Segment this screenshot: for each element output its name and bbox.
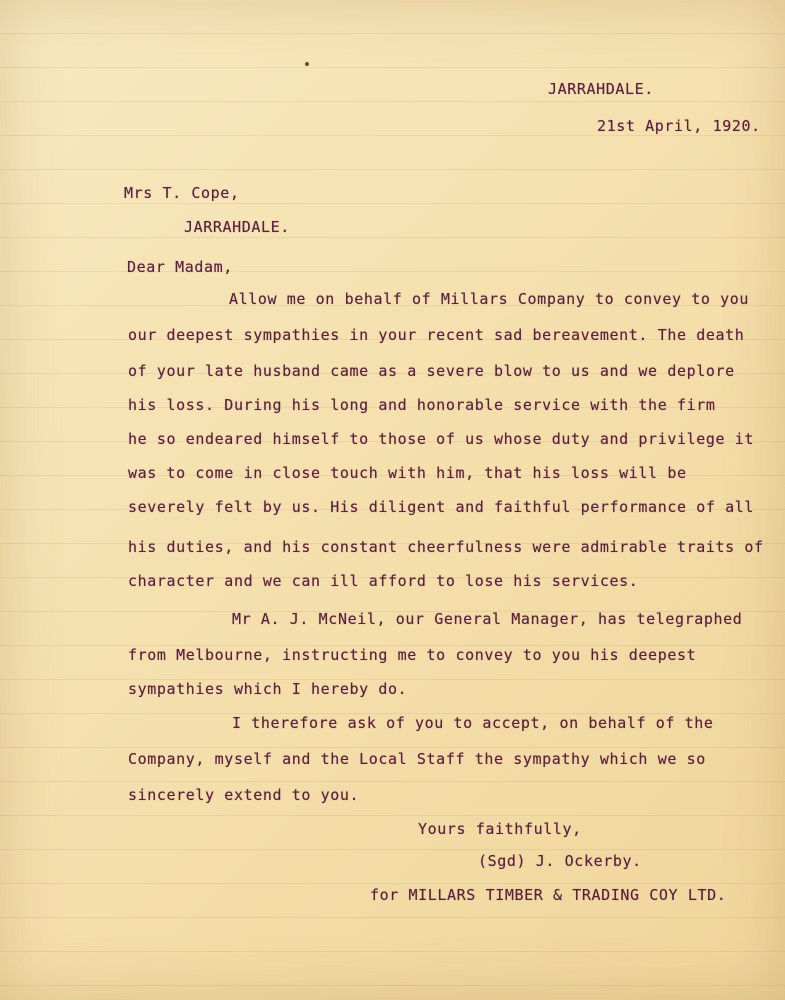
body-line: sincerely extend to you. — [128, 786, 360, 804]
body-line: from Melbourne, instructing me to convey to you his deepest — [128, 646, 697, 664]
body-line: sympathies which I hereby do. — [128, 680, 408, 698]
body-line: Mr A. J. McNeil, our General Manager, has telegraphed — [232, 610, 743, 628]
letter-date: 21st April, 1920. — [597, 117, 761, 135]
body-line: Allow me on behalf of Millars Company to convey to you — [229, 290, 750, 308]
body-line: of your late husband came as a severe blow to us and we deplore — [128, 362, 735, 380]
body-line: character and we can ill afford to lose his services. — [128, 572, 639, 590]
body-line: his loss. During his long and honorable service with the firm — [128, 396, 716, 414]
body-line: our deepest sympathies in your recent sad bereavement. The death — [128, 326, 745, 344]
body-line: Company, myself and the Local Staff the sympathy which we so — [128, 750, 706, 768]
salutation: Dear Madam, — [127, 258, 233, 276]
body-line: he so endeared himself to those of us whose duty and privilege it — [128, 430, 754, 448]
paper-speck — [305, 62, 309, 66]
recipient-name: Mrs T. Cope, — [124, 184, 240, 202]
body-line: I therefore ask of you to accept, on behalf of the — [232, 714, 714, 732]
recipient-town: JARRAHDALE. — [184, 218, 290, 236]
valediction: Yours faithfully, — [418, 820, 582, 838]
body-line: was to come in close touch with him, that his loss will be — [128, 464, 687, 482]
body-line: his duties, and his constant cheerfulness were admirable traits of — [128, 538, 764, 556]
signature: (Sgd) J. Ockerby. — [478, 852, 642, 870]
company-line: for MILLARS TIMBER & TRADING COY LTD. — [370, 886, 727, 904]
body-line: severely felt by us. His diligent and faithful performance of all — [128, 498, 754, 516]
place-heading: JARRAHDALE. — [548, 80, 654, 98]
